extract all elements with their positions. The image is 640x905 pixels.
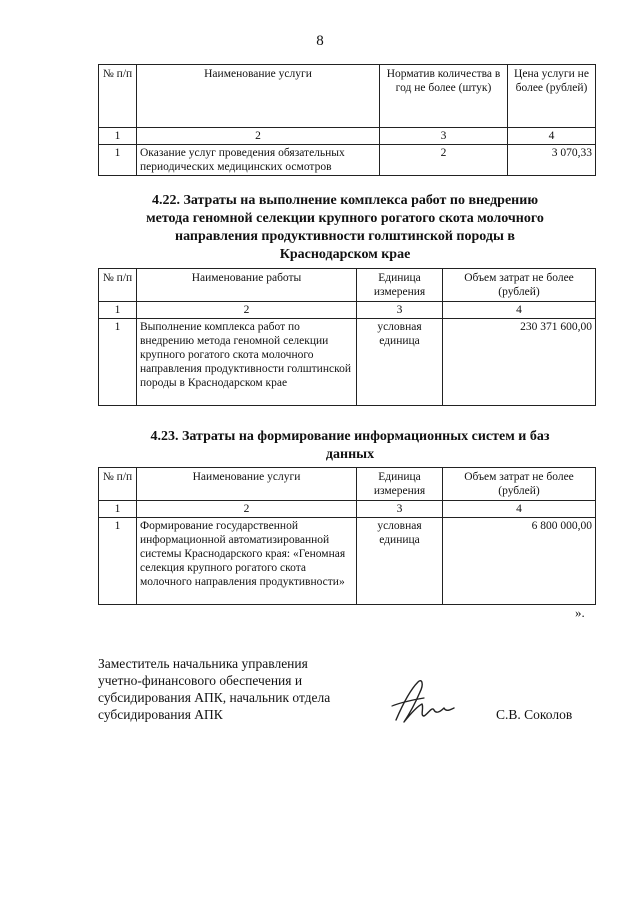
header-name: Наименование работы bbox=[137, 269, 357, 302]
row-unit: условная единица bbox=[357, 319, 443, 406]
row-unit: условная единица bbox=[357, 518, 443, 605]
page-number: 8 bbox=[316, 33, 324, 49]
header-number: № п/п bbox=[99, 65, 137, 128]
col-index: 4 bbox=[443, 302, 596, 319]
col-index: 1 bbox=[99, 501, 137, 518]
table-row bbox=[99, 518, 596, 605]
header-number: № п/п bbox=[99, 468, 137, 501]
row-name: Оказание услуг проведения обязательных периодических медицинских осмотров bbox=[137, 145, 380, 176]
column-number-row bbox=[99, 501, 596, 518]
header-name: Наименование услуги bbox=[137, 468, 357, 501]
col-index: 3 bbox=[357, 302, 443, 319]
header-unit: Единица измерения bbox=[357, 468, 443, 501]
row-name: Выполнение комплекса работ по внедрению метода геномной селекции крупного рогатого скота молочного направления продуктивности голштинской породы в Краснодарском крае bbox=[137, 319, 357, 406]
table-header-row bbox=[99, 468, 596, 501]
section-4-22-title: 4.22. Затраты на выполнение комплекса работ по внедрению метода геномной селекции крупного рогатого скота молочного направления продуктивности голштинской породы в Краснодарском крае bbox=[146, 193, 544, 262]
row-quantity: 2 bbox=[380, 145, 508, 176]
signatory-position: Заместитель начальника управления учетно-финансового обеспечения и субсидирования АПК, начальник отдела субсидирования АПК bbox=[98, 656, 331, 722]
row-price: 3 070,33 bbox=[508, 145, 596, 176]
header-quantity: Норматив количества в год не более (штук) bbox=[380, 65, 508, 128]
table-header-row bbox=[99, 269, 596, 302]
column-number-row bbox=[99, 302, 596, 319]
table-row bbox=[99, 319, 596, 406]
services-table bbox=[98, 64, 596, 176]
handwritten-signature-icon bbox=[388, 676, 460, 732]
row-volume: 6 800 000,00 bbox=[443, 518, 596, 605]
column-number-row bbox=[99, 128, 596, 145]
row-number: 1 bbox=[99, 145, 137, 176]
row-number: 1 bbox=[99, 518, 137, 605]
table-header-row bbox=[99, 65, 596, 128]
section-4-23-title: 4.23. Затраты на формирование информационных систем и баз данных bbox=[150, 429, 550, 462]
row-volume: 230 371 600,00 bbox=[443, 319, 596, 406]
col-index: 3 bbox=[380, 128, 508, 145]
header-volume: Объем затрат не более (рублей) bbox=[443, 269, 596, 302]
col-index: 4 bbox=[508, 128, 596, 145]
table-row bbox=[99, 145, 596, 176]
col-index: 1 bbox=[99, 302, 137, 319]
col-index: 2 bbox=[137, 302, 357, 319]
signatory-name: С.В. Соколов bbox=[496, 707, 573, 722]
header-number: № п/п bbox=[99, 269, 137, 302]
col-index: 3 bbox=[357, 501, 443, 518]
row-number: 1 bbox=[99, 319, 137, 406]
info-systems-table bbox=[98, 467, 596, 605]
col-index: 1 bbox=[99, 128, 137, 145]
row-name: Формирование государственной информационной автоматизированной системы Краснодарского края: «Геномная селекция крупного рогатого скота молочного направления продуктивности» bbox=[137, 518, 357, 605]
closing-mark: ». bbox=[575, 605, 585, 620]
col-index: 2 bbox=[137, 501, 357, 518]
header-price: Цена услуги не более (рублей) bbox=[508, 65, 596, 128]
col-index: 2 bbox=[137, 128, 380, 145]
col-index: 4 bbox=[443, 501, 596, 518]
header-unit: Единица измерения bbox=[357, 269, 443, 302]
header-name: Наименование услуги bbox=[137, 65, 380, 128]
header-volume: Объем затрат не более (рублей) bbox=[443, 468, 596, 501]
works-table bbox=[98, 268, 596, 406]
